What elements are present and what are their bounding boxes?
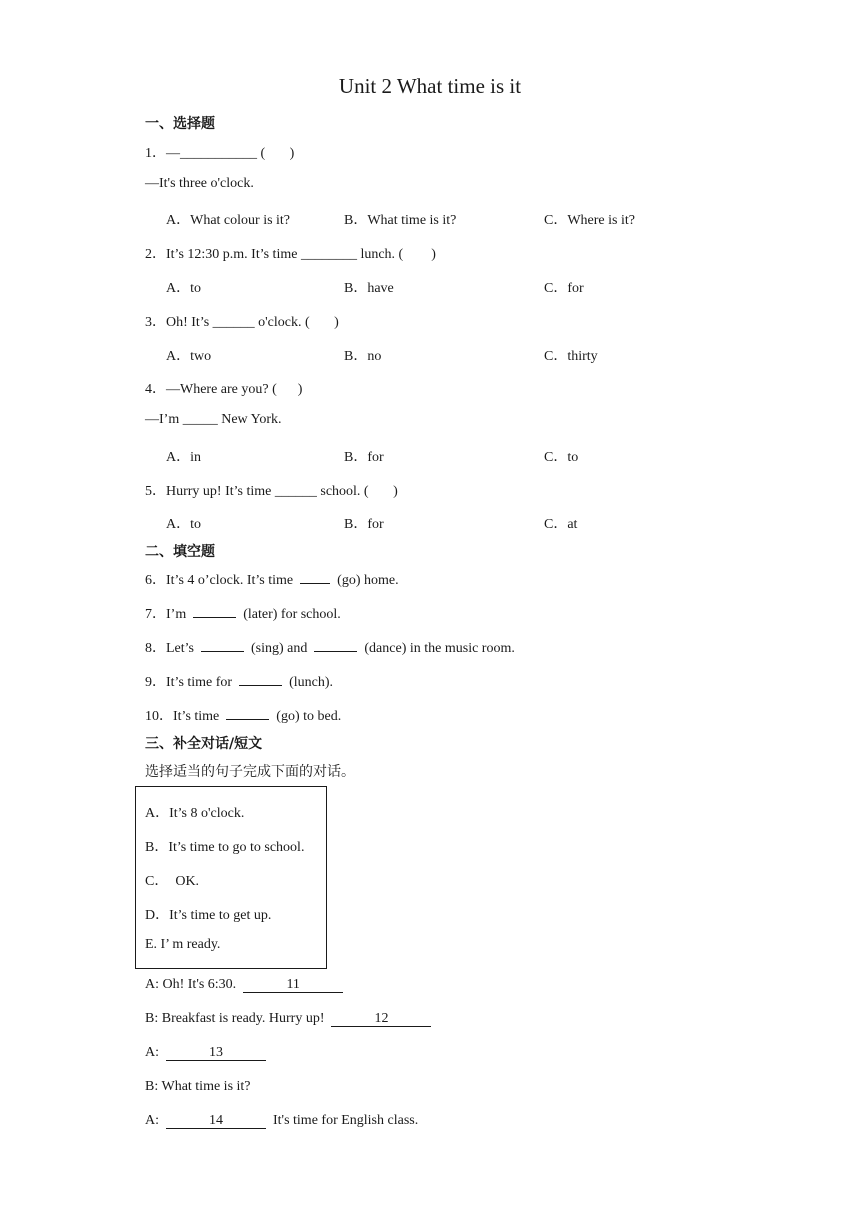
question-1-option-a: A．What colour is it?	[166, 213, 291, 228]
question-2-option-c: C．for	[544, 281, 584, 296]
fill-item-9	[145, 671, 333, 691]
page-title: Unit 2 What time is it	[338, 74, 522, 98]
fill-item-8-post: (dance) in the music room.	[364, 641, 515, 656]
question-2-option-b: B．have	[344, 281, 394, 296]
fill-item-10-pre: 10．It’s time	[145, 709, 220, 724]
dialogue-line-2-text: B: Breakfast is ready. Hurry up!	[145, 1011, 325, 1026]
question-4-reply: —I’m _____ New York.	[145, 412, 282, 427]
choice-c: C． OK.	[145, 874, 200, 889]
fill-item-7-post: (later) for school.	[243, 607, 341, 622]
fill-item-8-pre: 8．Let’s	[145, 641, 194, 656]
fill-item-9-post: (lunch).	[289, 675, 334, 690]
question-2-stem: 2．It’s 12:30 p.m. It’s time ________ lunch. ( )	[145, 247, 436, 262]
dialogue-line-3	[145, 1045, 266, 1061]
dialogue-line-2	[145, 1011, 431, 1027]
dialogue-line-4	[145, 1079, 251, 1095]
fill-item-8-blank-2[interactable]	[314, 637, 357, 652]
dialogue-line-1	[145, 977, 343, 993]
question-3-option-c: C．thirty	[544, 349, 598, 364]
dialogue-line-3-text: A:	[145, 1045, 159, 1060]
question-1-option-c: C．Where is it?	[544, 213, 635, 228]
fill-item-7	[145, 603, 341, 623]
fill-item-9-blank[interactable]	[239, 671, 282, 686]
fill-item-10-blank[interactable]	[226, 705, 269, 720]
dialogue-blank-13[interactable]: 13	[166, 1046, 266, 1061]
choice-e: E. I’ m ready.	[145, 937, 221, 952]
choice-a: A．It’s 8 o'clock.	[145, 806, 245, 821]
fill-item-8-blank-1[interactable]	[201, 637, 244, 652]
fill-item-8	[145, 637, 515, 657]
fill-item-6-blank[interactable]	[300, 569, 330, 584]
question-4-option-b: B．for	[344, 450, 384, 465]
fill-item-6	[145, 569, 399, 589]
question-1-option-b: B．What time is it?	[344, 213, 457, 228]
dialogue-blank-12[interactable]: 12	[331, 1012, 431, 1027]
dialogue-blank-14[interactable]: 14	[166, 1114, 266, 1129]
question-4-option-c: C．to	[544, 450, 579, 465]
dialogue-line-1-text: A: Oh! It's 6:30.	[145, 977, 237, 992]
question-4-option-a: A．in	[166, 450, 201, 465]
choice-b: B．It’s time to go to school.	[145, 840, 305, 855]
fill-item-10	[145, 705, 341, 725]
dialogue-instruction: 选择适当的句子完成下面的对话。	[145, 764, 355, 780]
question-4-stem: 4．—Where are you? ( )	[145, 382, 303, 397]
question-3-stem: 3．Oh! It’s ______ o'clock. ( )	[145, 315, 339, 330]
dialogue-line-5-post: It's time for English class.	[273, 1113, 419, 1128]
question-5-option-c: C．at	[544, 517, 578, 532]
choice-box	[135, 786, 327, 969]
fill-item-10-post: (go) to bed.	[276, 709, 342, 724]
fill-item-6-pre: 6．It’s 4 o’clock. It’s time	[145, 573, 294, 588]
question-1-reply: —It's three o'clock.	[145, 176, 254, 191]
question-2-option-a: A．to	[166, 281, 201, 296]
dialogue-blank-11[interactable]: 11	[243, 978, 343, 993]
question-5-stem: 5．Hurry up! It’s time ______ school. ( )	[145, 484, 398, 499]
question-3-option-b: B．no	[344, 349, 382, 364]
dialogue-line-4-text: B: What time is it?	[145, 1079, 251, 1094]
dialogue-line-5-text: A:	[145, 1113, 159, 1128]
question-5-option-b: B．for	[344, 517, 384, 532]
section-heading-dialogue: 三、补全对话/短文	[145, 736, 263, 752]
fill-item-6-post: (go) home.	[337, 573, 399, 588]
question-1-stem: 1．—___________ ( )	[145, 146, 295, 161]
choice-d: D．It’s time to get up.	[145, 908, 272, 923]
fill-item-7-pre: 7．I’m	[145, 607, 187, 622]
dialogue-line-5	[145, 1113, 418, 1129]
section-heading-fill-blank: 二、填空题	[145, 544, 215, 560]
fill-item-7-blank[interactable]	[193, 603, 236, 618]
question-3-option-a: A．two	[166, 349, 212, 364]
section-heading-choice: 一、选择题	[145, 116, 215, 132]
fill-item-9-pre: 9．It’s time for	[145, 675, 233, 690]
fill-item-8-mid: (sing) and	[251, 641, 308, 656]
question-5-option-a: A．to	[166, 517, 201, 532]
